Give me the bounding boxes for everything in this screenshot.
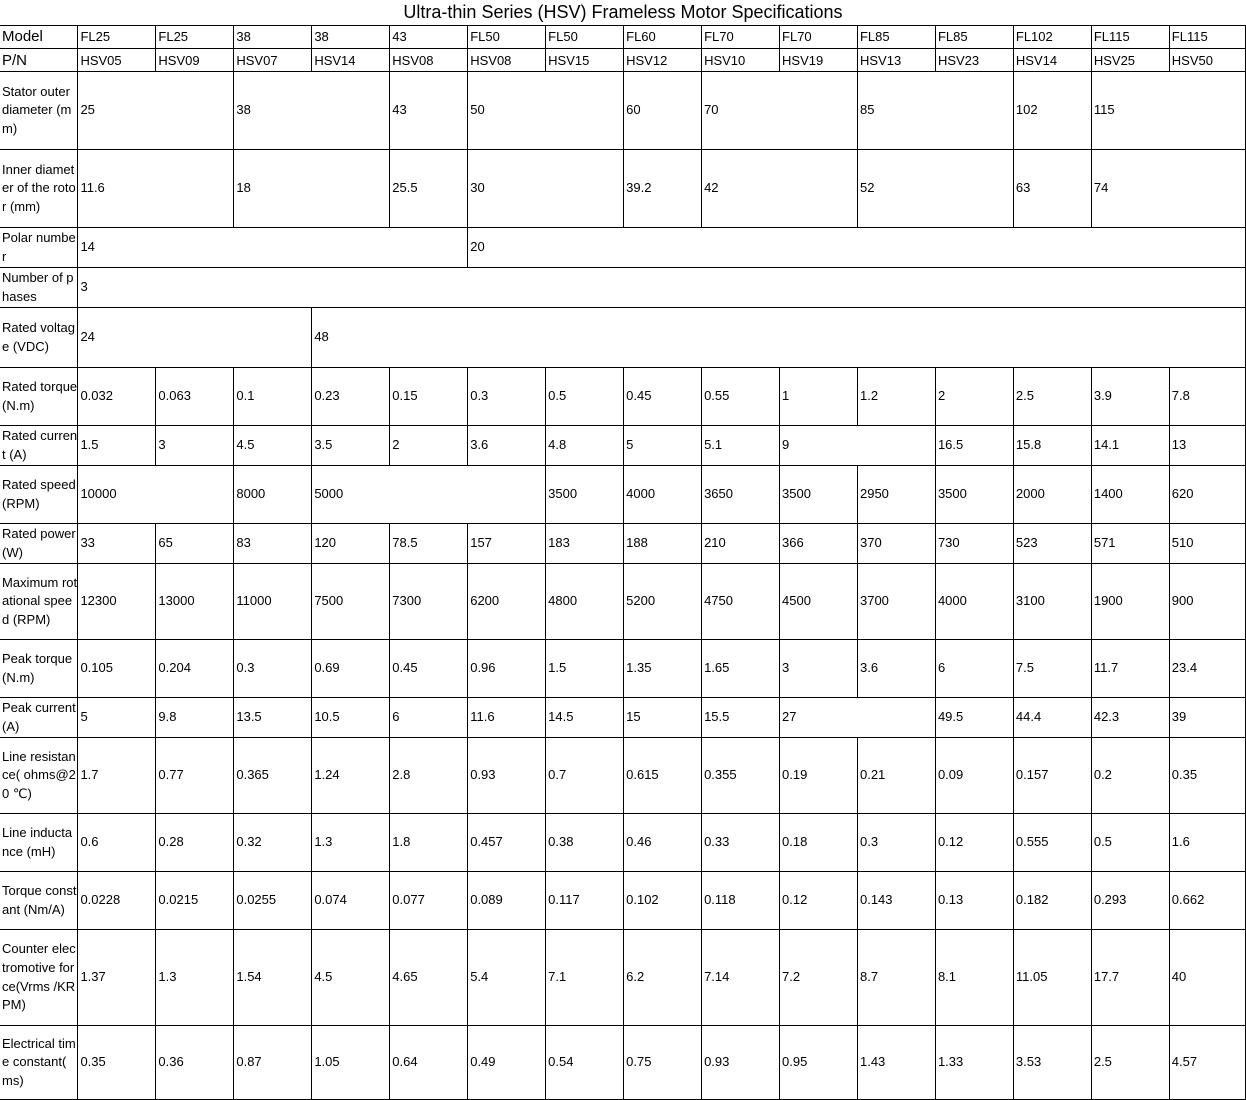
value-cell: 3 (780, 640, 858, 698)
value-cell: 13.5 (234, 698, 312, 738)
value-cell: 210 (702, 524, 780, 564)
value-cell: 63 (1013, 150, 1091, 228)
value-cell: 0.5 (546, 368, 624, 426)
model-header-cell (546, 26, 624, 72)
value-cell: 4.5 (312, 930, 390, 1026)
model-name: FL85 (936, 26, 1013, 49)
value-cell: 1.35 (624, 640, 702, 698)
table-row (0, 738, 1246, 814)
value-cell: 3100 (1013, 564, 1091, 640)
model-header-cell (1091, 26, 1169, 72)
value-cell: 571 (1091, 524, 1169, 564)
value-cell: 0.6 (78, 814, 156, 872)
value-cell: 0.063 (156, 368, 234, 426)
value-cell: 11.7 (1091, 640, 1169, 698)
value-cell: 6.2 (624, 930, 702, 1026)
table-row (0, 308, 1246, 368)
value-cell: 4.5 (234, 426, 312, 466)
value-cell: 4.8 (546, 426, 624, 466)
row-label: Number of phases (0, 268, 78, 308)
model-name: FL102 (1014, 26, 1091, 49)
model-header-cell (1013, 26, 1091, 72)
row-label: Maximum rotational speed (RPM) (0, 564, 78, 640)
value-cell: 9 (780, 426, 936, 466)
value-cell: 4000 (935, 564, 1013, 640)
value-cell: 0.93 (702, 1026, 780, 1100)
table-row (0, 814, 1246, 872)
table-row (0, 698, 1246, 738)
table-row (0, 524, 1246, 564)
value-cell: 0.69 (312, 640, 390, 698)
value-cell: 0.19 (780, 738, 858, 814)
value-cell: 14.5 (546, 698, 624, 738)
model-header-cell (1169, 26, 1245, 72)
model-header-cell (857, 26, 935, 72)
value-cell: 120 (312, 524, 390, 564)
value-cell: 13000 (156, 564, 234, 640)
value-cell: 13 (1169, 426, 1245, 466)
value-cell: 44.4 (1013, 698, 1091, 738)
value-cell: 3.5 (312, 426, 390, 466)
value-cell: 0.089 (468, 872, 546, 930)
row-label: Rated voltage (VDC) (0, 308, 78, 368)
value-cell: 0.95 (780, 1026, 858, 1100)
model-name: 43 (390, 26, 467, 49)
value-cell: 2950 (857, 466, 935, 524)
header-row (0, 26, 1246, 72)
value-cell: 0.93 (468, 738, 546, 814)
model-name: FL50 (468, 26, 545, 49)
value-cell: 3700 (857, 564, 935, 640)
value-cell: 0.12 (780, 872, 858, 930)
part-number: HSV14 (314, 53, 356, 68)
row-label: Rated speed (RPM) (0, 466, 78, 524)
value-cell: 25.5 (390, 150, 468, 228)
value-cell: 0.15 (390, 368, 468, 426)
value-cell: 115 (1091, 72, 1245, 150)
value-cell: 42.3 (1091, 698, 1169, 738)
value-cell: 1.8 (390, 814, 468, 872)
value-cell: 0.0228 (78, 872, 156, 930)
value-cell: 0.96 (468, 640, 546, 698)
value-cell: 0.18 (780, 814, 858, 872)
value-cell: 33 (78, 524, 156, 564)
header-label-cell (0, 26, 78, 72)
value-cell: 102 (1013, 72, 1091, 150)
value-cell: 0.457 (468, 814, 546, 872)
value-cell: 0.55 (702, 368, 780, 426)
value-cell: 24 (78, 308, 312, 368)
value-cell: 15.5 (702, 698, 780, 738)
pn-label: P/N (2, 52, 28, 69)
value-cell: 1.6 (1169, 814, 1245, 872)
value-cell: 25 (78, 72, 234, 150)
value-cell: 0.35 (1169, 738, 1245, 814)
value-cell: 3 (156, 426, 234, 466)
value-cell: 3.9 (1091, 368, 1169, 426)
value-cell: 1.5 (546, 640, 624, 698)
value-cell: 1.05 (312, 1026, 390, 1100)
row-label: Peak current (A) (0, 698, 78, 738)
table-row (0, 72, 1246, 150)
value-cell: 0.87 (234, 1026, 312, 1100)
value-cell: 2.8 (390, 738, 468, 814)
value-cell: 85 (857, 72, 1013, 150)
value-cell: 1.3 (312, 814, 390, 872)
value-cell: 1.37 (78, 930, 156, 1026)
value-cell: 1.7 (78, 738, 156, 814)
table-row (0, 640, 1246, 698)
row-label: Rated power (W) (0, 524, 78, 564)
part-number: HSV08 (392, 53, 434, 68)
value-cell: 10.5 (312, 698, 390, 738)
model-name: FL115 (1170, 26, 1245, 49)
value-cell: 5.1 (702, 426, 780, 466)
value-cell: 5 (78, 698, 156, 738)
value-cell: 0.555 (1013, 814, 1091, 872)
value-cell: 0.0215 (156, 872, 234, 930)
part-number: HSV19 (782, 53, 824, 68)
value-cell: 0.355 (702, 738, 780, 814)
value-cell: 3.53 (1013, 1026, 1091, 1100)
part-number: HSV25 (1093, 53, 1136, 68)
value-cell: 0.077 (390, 872, 468, 930)
value-cell: 11.6 (468, 698, 546, 738)
value-cell: 5000 (312, 466, 546, 524)
value-cell: 5.4 (468, 930, 546, 1026)
value-cell: 0.204 (156, 640, 234, 698)
value-cell: 7.5 (1013, 640, 1091, 698)
row-label: Stator outer diameter (mm) (0, 72, 78, 150)
value-cell: 0.35 (78, 1026, 156, 1100)
value-cell: 7500 (312, 564, 390, 640)
value-cell: 0.118 (702, 872, 780, 930)
value-cell: 0.074 (312, 872, 390, 930)
part-number: HSV13 (859, 53, 902, 68)
table-row (0, 466, 1246, 524)
part-number: HSV14 (1015, 53, 1058, 68)
table-row (0, 228, 1246, 268)
value-cell: 1.3 (156, 930, 234, 1026)
model-header-cell (702, 26, 780, 72)
value-cell: 4000 (624, 466, 702, 524)
value-cell: 78.5 (390, 524, 468, 564)
value-cell: 39.2 (624, 150, 702, 228)
value-cell: 16.5 (935, 426, 1013, 466)
value-cell: 0.45 (390, 640, 468, 698)
model-name: FL85 (858, 26, 935, 49)
value-cell: 3 (78, 268, 1246, 308)
value-cell: 0.45 (624, 368, 702, 426)
value-cell: 0.615 (624, 738, 702, 814)
row-label: Inner diameter of the rotor (mm) (0, 150, 78, 228)
value-cell: 40 (1169, 930, 1245, 1026)
model-header-cell (312, 26, 390, 72)
value-cell: 0.3 (234, 640, 312, 698)
value-cell: 0.102 (624, 872, 702, 930)
value-cell: 0.23 (312, 368, 390, 426)
value-cell: 27 (780, 698, 936, 738)
value-cell: 0.12 (935, 814, 1013, 872)
model-name: FL25 (156, 26, 233, 49)
value-cell: 0.36 (156, 1026, 234, 1100)
value-cell: 0.13 (935, 872, 1013, 930)
part-number: HSV09 (158, 53, 200, 68)
table-row (0, 872, 1246, 930)
value-cell: 730 (935, 524, 1013, 564)
row-label: Polar number (0, 228, 78, 268)
value-cell: 17.7 (1091, 930, 1169, 1026)
value-cell: 0.09 (935, 738, 1013, 814)
model-header-cell (234, 26, 312, 72)
value-cell: 900 (1169, 564, 1245, 640)
row-label: Electrical time constant( ms) (0, 1026, 78, 1100)
value-cell: 0.28 (156, 814, 234, 872)
model-header-cell (468, 26, 546, 72)
value-cell: 65 (156, 524, 234, 564)
model-name: FL50 (546, 26, 623, 49)
part-number: HSV12 (626, 53, 668, 68)
table-row (0, 1026, 1246, 1100)
row-label: Line resistance( ohms@20 ℃) (0, 738, 78, 814)
value-cell: 0.38 (546, 814, 624, 872)
value-cell: 3.6 (857, 640, 935, 698)
value-cell: 10000 (78, 466, 234, 524)
value-cell: 49.5 (935, 698, 1013, 738)
value-cell: 7.14 (702, 930, 780, 1026)
value-cell: 1.43 (857, 1026, 935, 1100)
model-header-cell (156, 26, 234, 72)
value-cell: 2.5 (1013, 368, 1091, 426)
value-cell: 2 (390, 426, 468, 466)
value-cell: 0.21 (857, 738, 935, 814)
value-cell: 183 (546, 524, 624, 564)
value-cell: 523 (1013, 524, 1091, 564)
part-number: HSV10 (704, 53, 746, 68)
value-cell: 0.105 (78, 640, 156, 698)
value-cell: 14.1 (1091, 426, 1169, 466)
value-cell: 2.5 (1091, 1026, 1169, 1100)
part-number: HSV50 (1171, 53, 1213, 68)
value-cell: 11.05 (1013, 930, 1091, 1026)
model-name: FL60 (624, 26, 701, 49)
table-row (0, 930, 1246, 1026)
model-name: FL70 (702, 26, 779, 49)
value-cell: 6 (935, 640, 1013, 698)
model-name: 38 (312, 26, 389, 49)
value-cell: 0.293 (1091, 872, 1169, 930)
value-cell: 4800 (546, 564, 624, 640)
value-cell: 0.49 (468, 1026, 546, 1100)
value-cell: 20 (468, 228, 1246, 268)
value-cell: 3500 (780, 466, 858, 524)
value-cell: 0.143 (857, 872, 935, 930)
value-cell: 0.1 (234, 368, 312, 426)
value-cell: 70 (702, 72, 858, 150)
value-cell: 6200 (468, 564, 546, 640)
table-row (0, 564, 1246, 640)
table-row (0, 150, 1246, 228)
value-cell: 0.032 (78, 368, 156, 426)
row-label: Torque constant (Nm/A) (0, 872, 78, 930)
value-cell: 5 (624, 426, 702, 466)
value-cell: 3650 (702, 466, 780, 524)
part-number: HSV23 (937, 53, 980, 68)
value-cell: 7.8 (1169, 368, 1245, 426)
value-cell: 52 (857, 150, 1013, 228)
value-cell: 0.32 (234, 814, 312, 872)
value-cell: 620 (1169, 466, 1245, 524)
value-cell: 60 (624, 72, 702, 150)
value-cell: 11.6 (78, 150, 234, 228)
value-cell: 7.2 (780, 930, 858, 1026)
value-cell: 5200 (624, 564, 702, 640)
value-cell: 3.6 (468, 426, 546, 466)
value-cell: 0.157 (1013, 738, 1091, 814)
value-cell: 0.182 (1013, 872, 1091, 930)
table-row (0, 268, 1246, 308)
table-row (0, 426, 1246, 466)
value-cell: 0.117 (546, 872, 624, 930)
value-cell: 0.3 (468, 368, 546, 426)
value-cell: 8.1 (935, 930, 1013, 1026)
value-cell: 1 (780, 368, 858, 426)
value-cell: 12300 (78, 564, 156, 640)
model-name: 38 (234, 26, 311, 49)
value-cell: 0.2 (1091, 738, 1169, 814)
value-cell: 4500 (780, 564, 858, 640)
value-cell: 38 (234, 72, 390, 150)
value-cell: 1.24 (312, 738, 390, 814)
model-name: FL70 (780, 26, 857, 49)
value-cell: 1.65 (702, 640, 780, 698)
value-cell: 3500 (935, 466, 1013, 524)
row-label: Rated torque (N.m) (0, 368, 78, 426)
value-cell: 366 (780, 524, 858, 564)
value-cell: 50 (468, 72, 624, 150)
row-label: Counter electromotive force(Vrms /KRPM) (0, 930, 78, 1026)
value-cell: 8.7 (857, 930, 935, 1026)
value-cell: 0.662 (1169, 872, 1245, 930)
value-cell: 7300 (390, 564, 468, 640)
value-cell: 6 (390, 698, 468, 738)
value-cell: 188 (624, 524, 702, 564)
model-header-cell (78, 26, 156, 72)
part-number: HSV05 (80, 53, 122, 68)
model-header-cell (935, 26, 1013, 72)
value-cell: 0.64 (390, 1026, 468, 1100)
value-cell: 1400 (1091, 466, 1169, 524)
value-cell: 510 (1169, 524, 1245, 564)
value-cell: 370 (857, 524, 935, 564)
model-header-cell (624, 26, 702, 72)
row-label: Peak torque (N.m) (0, 640, 78, 698)
table-row (0, 368, 1246, 426)
model-header-cell (390, 26, 468, 72)
model-name: FL115 (1092, 26, 1169, 49)
value-cell: 43 (390, 72, 468, 150)
value-cell: 7.1 (546, 930, 624, 1026)
value-cell: 15 (624, 698, 702, 738)
value-cell: 2 (935, 368, 1013, 426)
value-cell: 0.75 (624, 1026, 702, 1100)
value-cell: 83 (234, 524, 312, 564)
value-cell: 11000 (234, 564, 312, 640)
value-cell: 4.57 (1169, 1026, 1245, 1100)
value-cell: 0.77 (156, 738, 234, 814)
model-name: FL25 (78, 26, 155, 49)
table-title: Ultra-thin Series (HSV) Frameless Motor Specifications (403, 2, 843, 22)
value-cell: 0.0255 (234, 872, 312, 930)
value-cell: 15.8 (1013, 426, 1091, 466)
value-cell: 39 (1169, 698, 1245, 738)
value-cell: 1.2 (857, 368, 935, 426)
part-number: HSV08 (470, 53, 512, 68)
value-cell: 0.54 (546, 1026, 624, 1100)
row-label: Line inductance (mH) (0, 814, 78, 872)
value-cell: 0.7 (546, 738, 624, 814)
value-cell: 2000 (1013, 466, 1091, 524)
model-label: Model (0, 26, 77, 49)
part-number: HSV15 (548, 53, 590, 68)
model-header-cell (780, 26, 858, 72)
value-cell: 42 (702, 150, 858, 228)
value-cell: 4.65 (390, 930, 468, 1026)
spec-table (0, 25, 1246, 1100)
row-label: Rated current (A) (0, 426, 78, 466)
value-cell: 0.33 (702, 814, 780, 872)
spec-table-body (0, 26, 1246, 1100)
value-cell: 0.5 (1091, 814, 1169, 872)
value-cell: 3500 (546, 466, 624, 524)
value-cell: 1.33 (935, 1026, 1013, 1100)
value-cell: 9.8 (156, 698, 234, 738)
value-cell: 23.4 (1169, 640, 1245, 698)
value-cell: 157 (468, 524, 546, 564)
value-cell: 1.54 (234, 930, 312, 1026)
value-cell: 1.5 (78, 426, 156, 466)
value-cell: 8000 (234, 466, 312, 524)
value-cell: 18 (234, 150, 390, 228)
value-cell: 30 (468, 150, 624, 228)
value-cell: 48 (312, 308, 1246, 368)
value-cell: 0.365 (234, 738, 312, 814)
value-cell: 1900 (1091, 564, 1169, 640)
value-cell: 0.3 (857, 814, 935, 872)
value-cell: 0.46 (624, 814, 702, 872)
value-cell: 14 (78, 228, 468, 268)
value-cell: 4750 (702, 564, 780, 640)
part-number: HSV07 (236, 53, 278, 68)
value-cell: 74 (1091, 150, 1245, 228)
